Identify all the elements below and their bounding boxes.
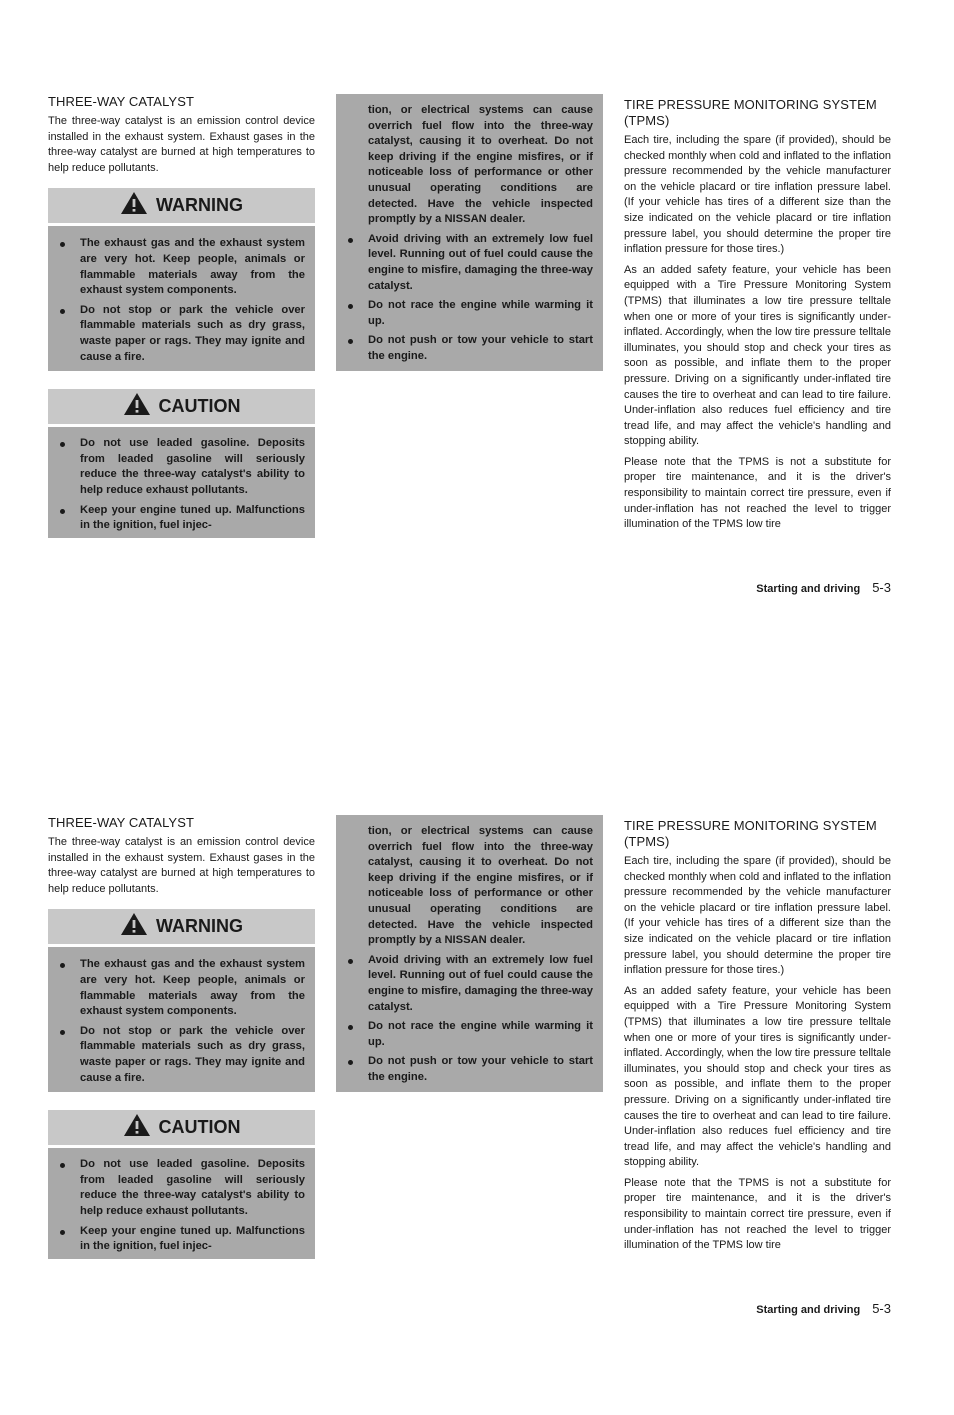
tpms-paragraph: As an added safety feature, your vehicle has been equipped with a Tire Pressure Monitoring System (TPMS) that illuminates a low tire pressure telltale when one or more of your tires is significantly under-inflated. Accordingly, when the low tire pressure telltale illuminates, you should stop and check your tires as soon as possible, and inflate them to the proper pressure. Driving on a significantly under-inflated tire causes the tire to overheat and can lead to tire failure. Under-inflation also reduces fuel efficiency and tire tread life, and may affect the vehicle's handling and stopping ability. bbox=[624, 984, 891, 1169]
caution-item: Do not race the engine while warming it up. bbox=[346, 1019, 593, 1050]
tpms-paragraph: Please note that the TPMS is not a substitute for proper tire maintenance, and it is the driver's responsibility to maintain correct tire pressure, even if under-inflation has not reached the level to trigger illumination of the TPMS low tire bbox=[624, 1176, 891, 1252]
warning-item: The exhaust gas and the exhaust system are very hot. Keep people, animals or flammable materials away from the exhaust system components. bbox=[58, 957, 305, 1019]
caution-item: Do not push or tow your vehicle to start the engine. bbox=[346, 1054, 593, 1085]
caution-banner bbox=[48, 1110, 315, 1145]
tpms-heading: TIRE PRESSURE MONITORING SYSTEM (TPMS) bbox=[624, 97, 877, 128]
catalyst-heading: THREE-WAY CATALYST bbox=[48, 815, 195, 830]
warning-box bbox=[48, 947, 315, 1092]
middle-column bbox=[336, 815, 603, 1092]
catalyst-heading: THREE-WAY CATALYST bbox=[48, 94, 195, 109]
caution-continued-text: tion, or electrical systems can cause overrich fuel flow into the three-way catalyst, causing it to overheat. Do not keep driving if the engine misfires, or if noticeable loss of performance or other unusual operating conditions are detected. Have the vehicle inspected promptly by a NISSAN dealer. bbox=[368, 104, 593, 226]
caution-triangle-icon bbox=[123, 1113, 151, 1142]
tpms-heading: TIRE PRESSURE MONITORING SYSTEM (TPMS) bbox=[624, 818, 877, 849]
right-column bbox=[624, 97, 891, 538]
warning-item: The exhaust gas and the exhaust system are very hot. Keep people, animals or flammable materials away from the exhaust system components. bbox=[58, 236, 305, 298]
warning-box bbox=[48, 226, 315, 371]
caution-label: CAUTION bbox=[158, 1117, 241, 1138]
caution-continued-box bbox=[336, 94, 603, 371]
page-footer bbox=[756, 1301, 891, 1316]
caution-item: Avoid driving with an extremely low fuel level. Running out of fuel could cause the engine to misfire, damaging the three-way catalyst. bbox=[346, 232, 593, 294]
warning-triangle-icon bbox=[120, 191, 148, 220]
footer-section-title: Starting and driving bbox=[756, 1304, 861, 1316]
left-column bbox=[48, 815, 315, 1259]
caution-banner bbox=[48, 389, 315, 424]
caution-item: Do not use leaded gasoline. Deposits from leaded gasoline will seriously reduce the three-way catalyst's ability to help reduce exhaust pollutants. bbox=[58, 1157, 305, 1219]
caution-continued-text: tion, or electrical systems can cause overrich fuel flow into the three-way catalyst, causing it to overheat. Do not keep driving if the engine misfires, or if noticeable loss of performance or other unusual operating conditions are detected. Have the vehicle inspected promptly by a NISSAN dealer. bbox=[368, 825, 593, 947]
catalyst-body: The three-way catalyst is an emission control device installed in the exhaust system. Exhaust gases in the three-way catalyst are burned at high temperatures to help reduce pollutants. bbox=[48, 115, 315, 174]
caution-item: Keep your engine tuned up. Malfunctions in the ignition, fuel injec- bbox=[58, 503, 305, 534]
page-number: 5-3 bbox=[872, 1301, 891, 1316]
manual-page-1 bbox=[0, 94, 954, 694]
caution-label: CAUTION bbox=[158, 396, 241, 417]
tpms-paragraph: Each tire, including the spare (if provided), should be checked monthly when cold and inflated to the inflation pressure recommended by the vehicle manufacturer on the vehicle placard or tire inflation pressure label. (If your vehicle has tires of a different size than the size indicated on the vehicle placard or tire inflation pressure label, you should determine the proper tire inflation pressure for those tires.) bbox=[624, 134, 891, 256]
caution-box bbox=[48, 1148, 315, 1259]
caution-item: Do not race the engine while warming it up. bbox=[346, 298, 593, 329]
caution-item: Keep your engine tuned up. Malfunctions in the ignition, fuel injec- bbox=[58, 1224, 305, 1255]
right-column bbox=[624, 818, 891, 1259]
warning-label: WARNING bbox=[156, 916, 243, 937]
catalyst-body: The three-way catalyst is an emission control device installed in the exhaust system. Exhaust gases in the three-way catalyst are burned at high temperatures to help reduce pollutants. bbox=[48, 836, 315, 895]
left-column bbox=[48, 94, 315, 538]
caution-box bbox=[48, 427, 315, 538]
page-number: 5-3 bbox=[872, 580, 891, 595]
tpms-paragraph: As an added safety feature, your vehicle has been equipped with a Tire Pressure Monitoring System (TPMS) that illuminates a low tire pressure telltale when one or more of your tires is significantly under-inflated. Accordingly, when the low tire pressure telltale illuminates, you should stop and check your tires as soon as possible, and inflate them to the proper pressure. Driving on a significantly under-inflated tire causes the tire to overheat and can lead to tire failure. Under-inflation also reduces fuel efficiency and tire tread life, and may affect the vehicle's handling and stopping ability. bbox=[624, 263, 891, 448]
page-footer bbox=[756, 580, 891, 595]
caution-item: Do not use leaded gasoline. Deposits from leaded gasoline will seriously reduce the three-way catalyst's ability to help reduce exhaust pollutants. bbox=[58, 436, 305, 498]
caution-item: Do not push or tow your vehicle to start the engine. bbox=[346, 333, 593, 364]
warning-triangle-icon bbox=[120, 912, 148, 941]
footer-section-title: Starting and driving bbox=[756, 583, 861, 595]
tpms-paragraph: Each tire, including the spare (if provided), should be checked monthly when cold and inflated to the inflation pressure recommended by the vehicle manufacturer on the vehicle placard or tire inflation pressure label. (If your vehicle has tires of a different size than the size indicated on the vehicle placard or tire inflation pressure label, you should determine the proper tire inflation pressure for those tires.) bbox=[624, 855, 891, 977]
warning-item: Do not stop or park the vehicle over flammable materials such as dry grass, waste paper or rags. They may ignite and cause a fire. bbox=[58, 1024, 305, 1086]
caution-item: Avoid driving with an extremely low fuel level. Running out of fuel could cause the engine to misfire, damaging the three-way catalyst. bbox=[346, 953, 593, 1015]
middle-column bbox=[336, 94, 603, 371]
manual-page-2 bbox=[0, 815, 954, 1415]
warning-item: Do not stop or park the vehicle over flammable materials such as dry grass, waste paper or rags. They may ignite and cause a fire. bbox=[58, 303, 305, 365]
warning-banner bbox=[48, 188, 315, 223]
caution-triangle-icon bbox=[123, 392, 151, 421]
warning-banner bbox=[48, 909, 315, 944]
tpms-paragraph: Please note that the TPMS is not a substitute for proper tire maintenance, and it is the driver's responsibility to maintain correct tire pressure, even if under-inflation has not reached the level to trigger illumination of the TPMS low tire bbox=[624, 455, 891, 531]
warning-label: WARNING bbox=[156, 195, 243, 216]
caution-continued-box bbox=[336, 815, 603, 1092]
